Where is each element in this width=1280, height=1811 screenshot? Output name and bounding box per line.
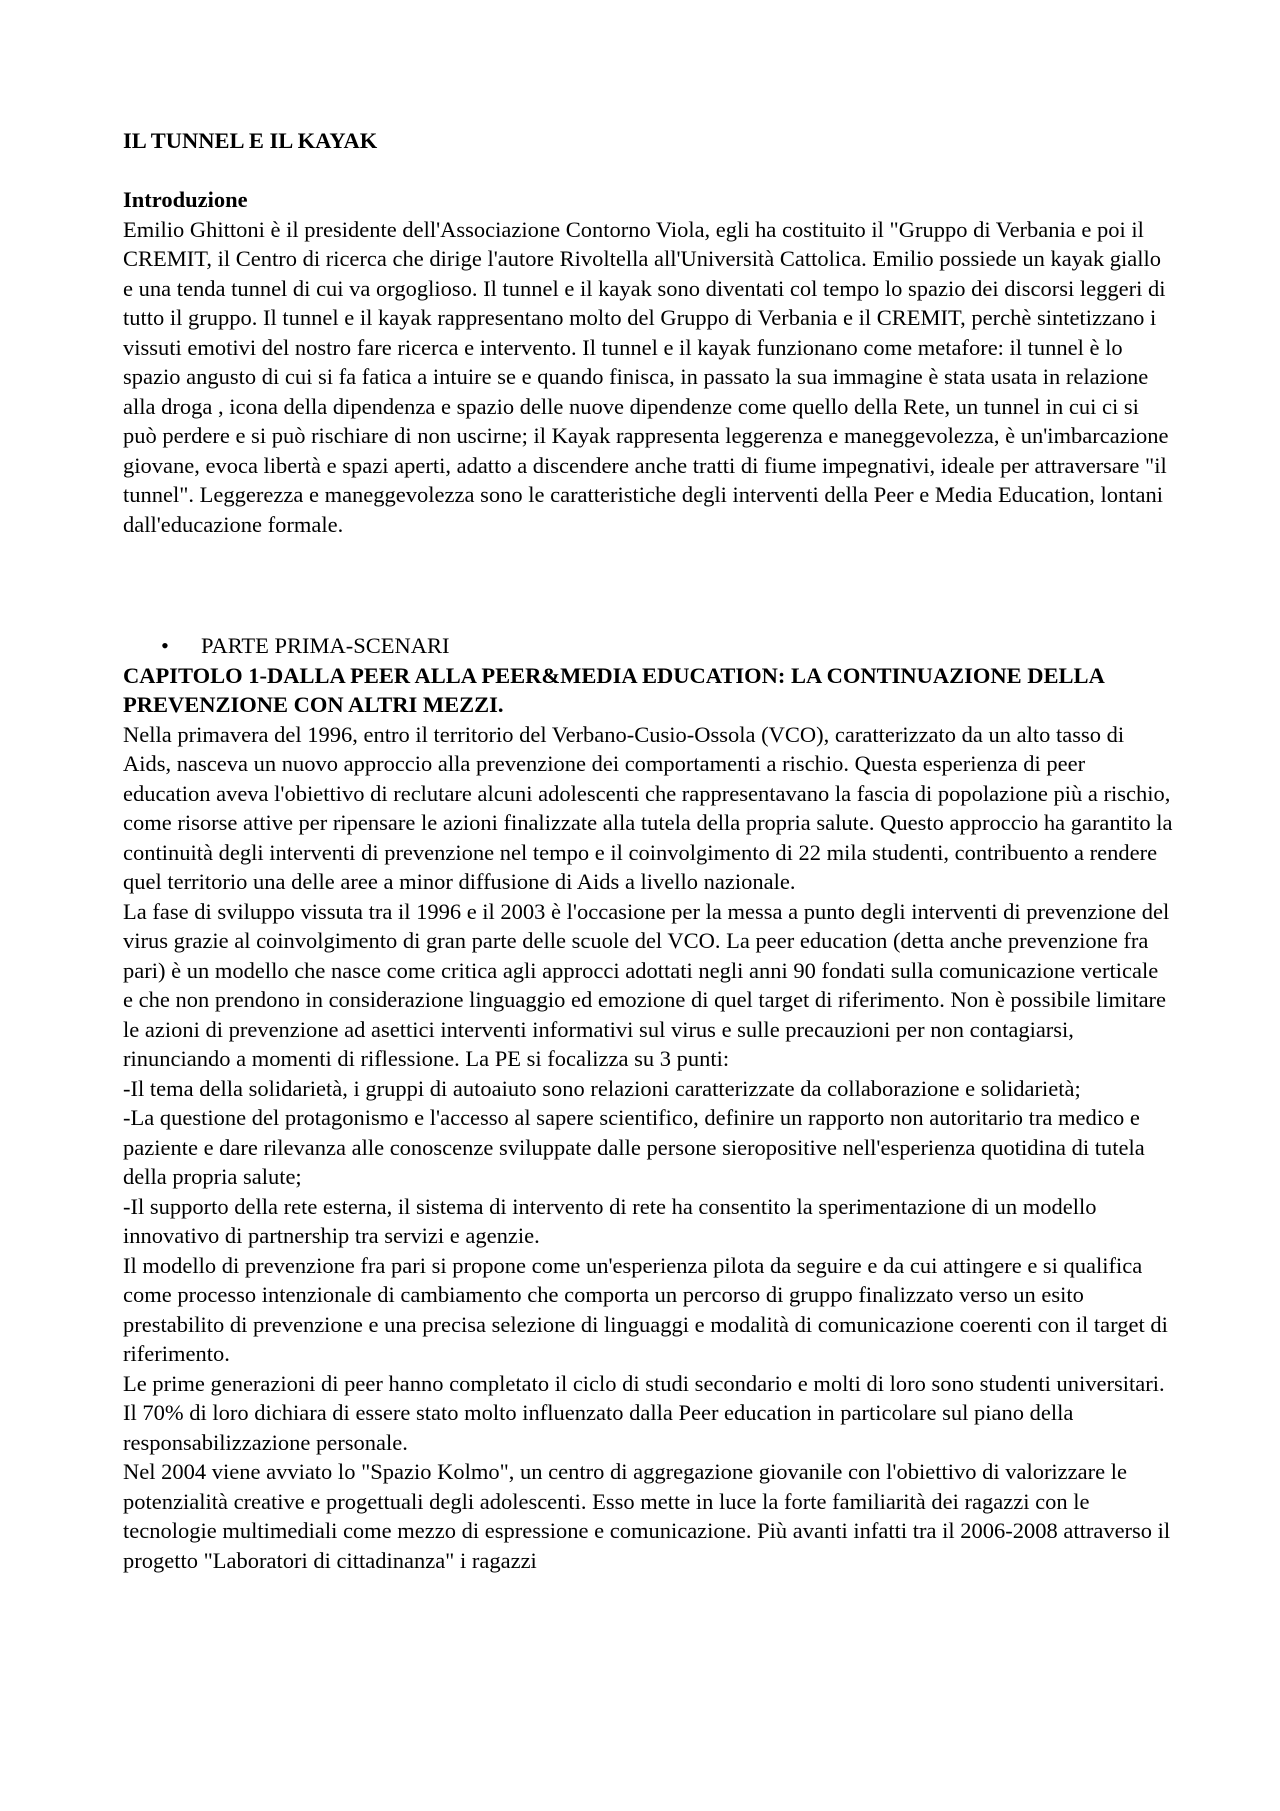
chapter-paragraph: -Il supporto della rete esterna, il sistema di intervento di rete ha consentito la sperimentazione di un modello innovativo di partnership tra servizi e agenzie. <box>123 1193 1097 1248</box>
part-one-label: PARTE PRIMA-SCENARI <box>201 633 450 658</box>
intro-section <box>123 185 1173 539</box>
chapter-paragraph: Nel 2004 viene avviato lo "Spazio Kolmo", un centro di aggregazione giovanile con l'obiettivo di valorizzare le potenzialità creative e progettuali degli adolescenti. Esso mette in luce la forte familiarità dei ragazzi con le tecnologie multimediali come mezzo di espressione e comunicazione. Più avanti infatti tra il 2006-2008 attraverso il progetto "Laboratori di cittadinanza" i ragazzi <box>123 1459 1171 1573</box>
chapter-paragraph: -Il tema della solidarietà, i gruppi di autoaiuto sono relazioni caratterizzate da collaborazione e solidarietà; <box>123 1075 1081 1101</box>
chapter-paragraph: Nella primavera del 1996, entro il territorio del Verbano-Cusio-Ossola (VCO), caratterizzato da un alto tasso di Aids, nasceva un nuovo approccio alla prevenzione dei comportamenti a rischio. Questa esperienza di peer education aveva l'obiettivo di reclutare alcuni adolescenti che rappresentavano la fascia di popolazione più a rischio, come risorse attive per ripensare le azioni finalizzate alla tutela della propria salute. Questo approccio ha garantito la continuità degli interventi di prevenzione nel tempo e il coinvolgimento di 22 mila studenti, contribuento a rendere quel territorio una delle aree a minor diffusione di Aids a livello nazionale. <box>123 721 1173 894</box>
intro-heading: Introduzione <box>123 187 248 212</box>
chapter-one-title: CAPITOLO 1-DALLA PEER ALLA PEER&MEDIA EDUCATION: LA CONTINUAZIONE DELLA PREVENZIONE CON ALTRI MEZZI. <box>123 662 1104 717</box>
document-title: IL TUNNEL E IL KAYAK <box>123 128 378 153</box>
part-one-list-item <box>123 631 1173 661</box>
bullet-icon: • <box>161 633 169 658</box>
intro-paragraph: Emilio Ghittoni è il presidente dell'Associazione Contorno Viola, egli ha costituito il "Gruppo di Verbania e poi il CREMIT, il Centro di ricerca che dirige l'autore Rivoltella all'Università Cattolica. Emilio possiede un kayak giallo e una tenda tunnel di cui va orgoglioso. Il tunnel e il kayak sono diventati col tempo lo spazio dei discorsi leggeri di tutto il gruppo. Il tunnel e il kayak rappresentano molto del Gruppo di Verbania e il CREMIT, perchè sintetizzano i vissuti emotivi del nostro fare ricerca e intervento. Il tunnel e il kayak funzionano come metafore: il tunnel è lo spazio angusto di cui si fa fatica a intuire se e quando finisca, in passato la sua immagine è stata usata in relazione alla droga , icona della dipendenza e spazio delle nuove dipendenze come quello della Rete, un tunnel in cui ci si può perdere e si può rischiare di non uscirne; il Kayak rappresenta leggerenza e maneggevolezza, è un'imbarcazione giovane, evoca libertà e spazi aperti, adatto a discendere anche tratti di fiume impegnativi, ideale per attraversare "il tunnel". Leggerezza e maneggevolezza sono le caratteristiche degli interventi della Peer e Media Education, lontani dall'educazione formale. <box>123 216 1169 537</box>
chapter-paragraph: Il modello di prevenzione fra pari si propone come un'esperienza pilota da seguire e da cui attingere e si qualifica come processo intenzionale di cambiamento che comporta un percorso di gruppo finalizzato verso un esito prestabilito di prevenzione e una precisa selezione di linguaggi e modalità di comunicazione coerenti con il target di riferimento. <box>123 1252 1168 1366</box>
chapter-paragraph: Le prime generazioni di peer hanno completato il ciclo di studi secondario e molti di loro sono studenti universitari. Il 70% di loro dichiara di essere stato molto influenzato dalla Peer education in particolare sul piano della responsabilizzazione personale. <box>123 1370 1165 1455</box>
part-one-section <box>123 631 1173 1575</box>
chapter-paragraph: La fase di sviluppo vissuta tra il 1996 e il 2003 è l'occasione per la messa a punto degli interventi di prevenzione del virus grazie al coinvolgimento di gran parte delle scuole del VCO. La peer education (detta anche prevenzione fra pari) è un modello che nasce come critica agli approcci adottati negli anni 90 fondati sulla comunicazione verticale e che non prendono in considerazione linguaggio ed emozione di quel target di riferimento. Non è possibile limitare le azioni di prevenzione ad asettici interventi informativi sul virus e sulle precauzioni per non contagiarsi, rinunciando a momenti di riflessione. La PE si focalizza su 3 punti: <box>123 898 1170 1071</box>
chapter-paragraph: -La questione del protagonismo e l'accesso al sapere scientifico, definire un rapporto non autoritario tra medico e paziente e dare rilevanza alle conoscenze sviluppate dalle persone sieropositive nell'esperienza quotidina di tutela della propria salute; <box>123 1105 1145 1189</box>
